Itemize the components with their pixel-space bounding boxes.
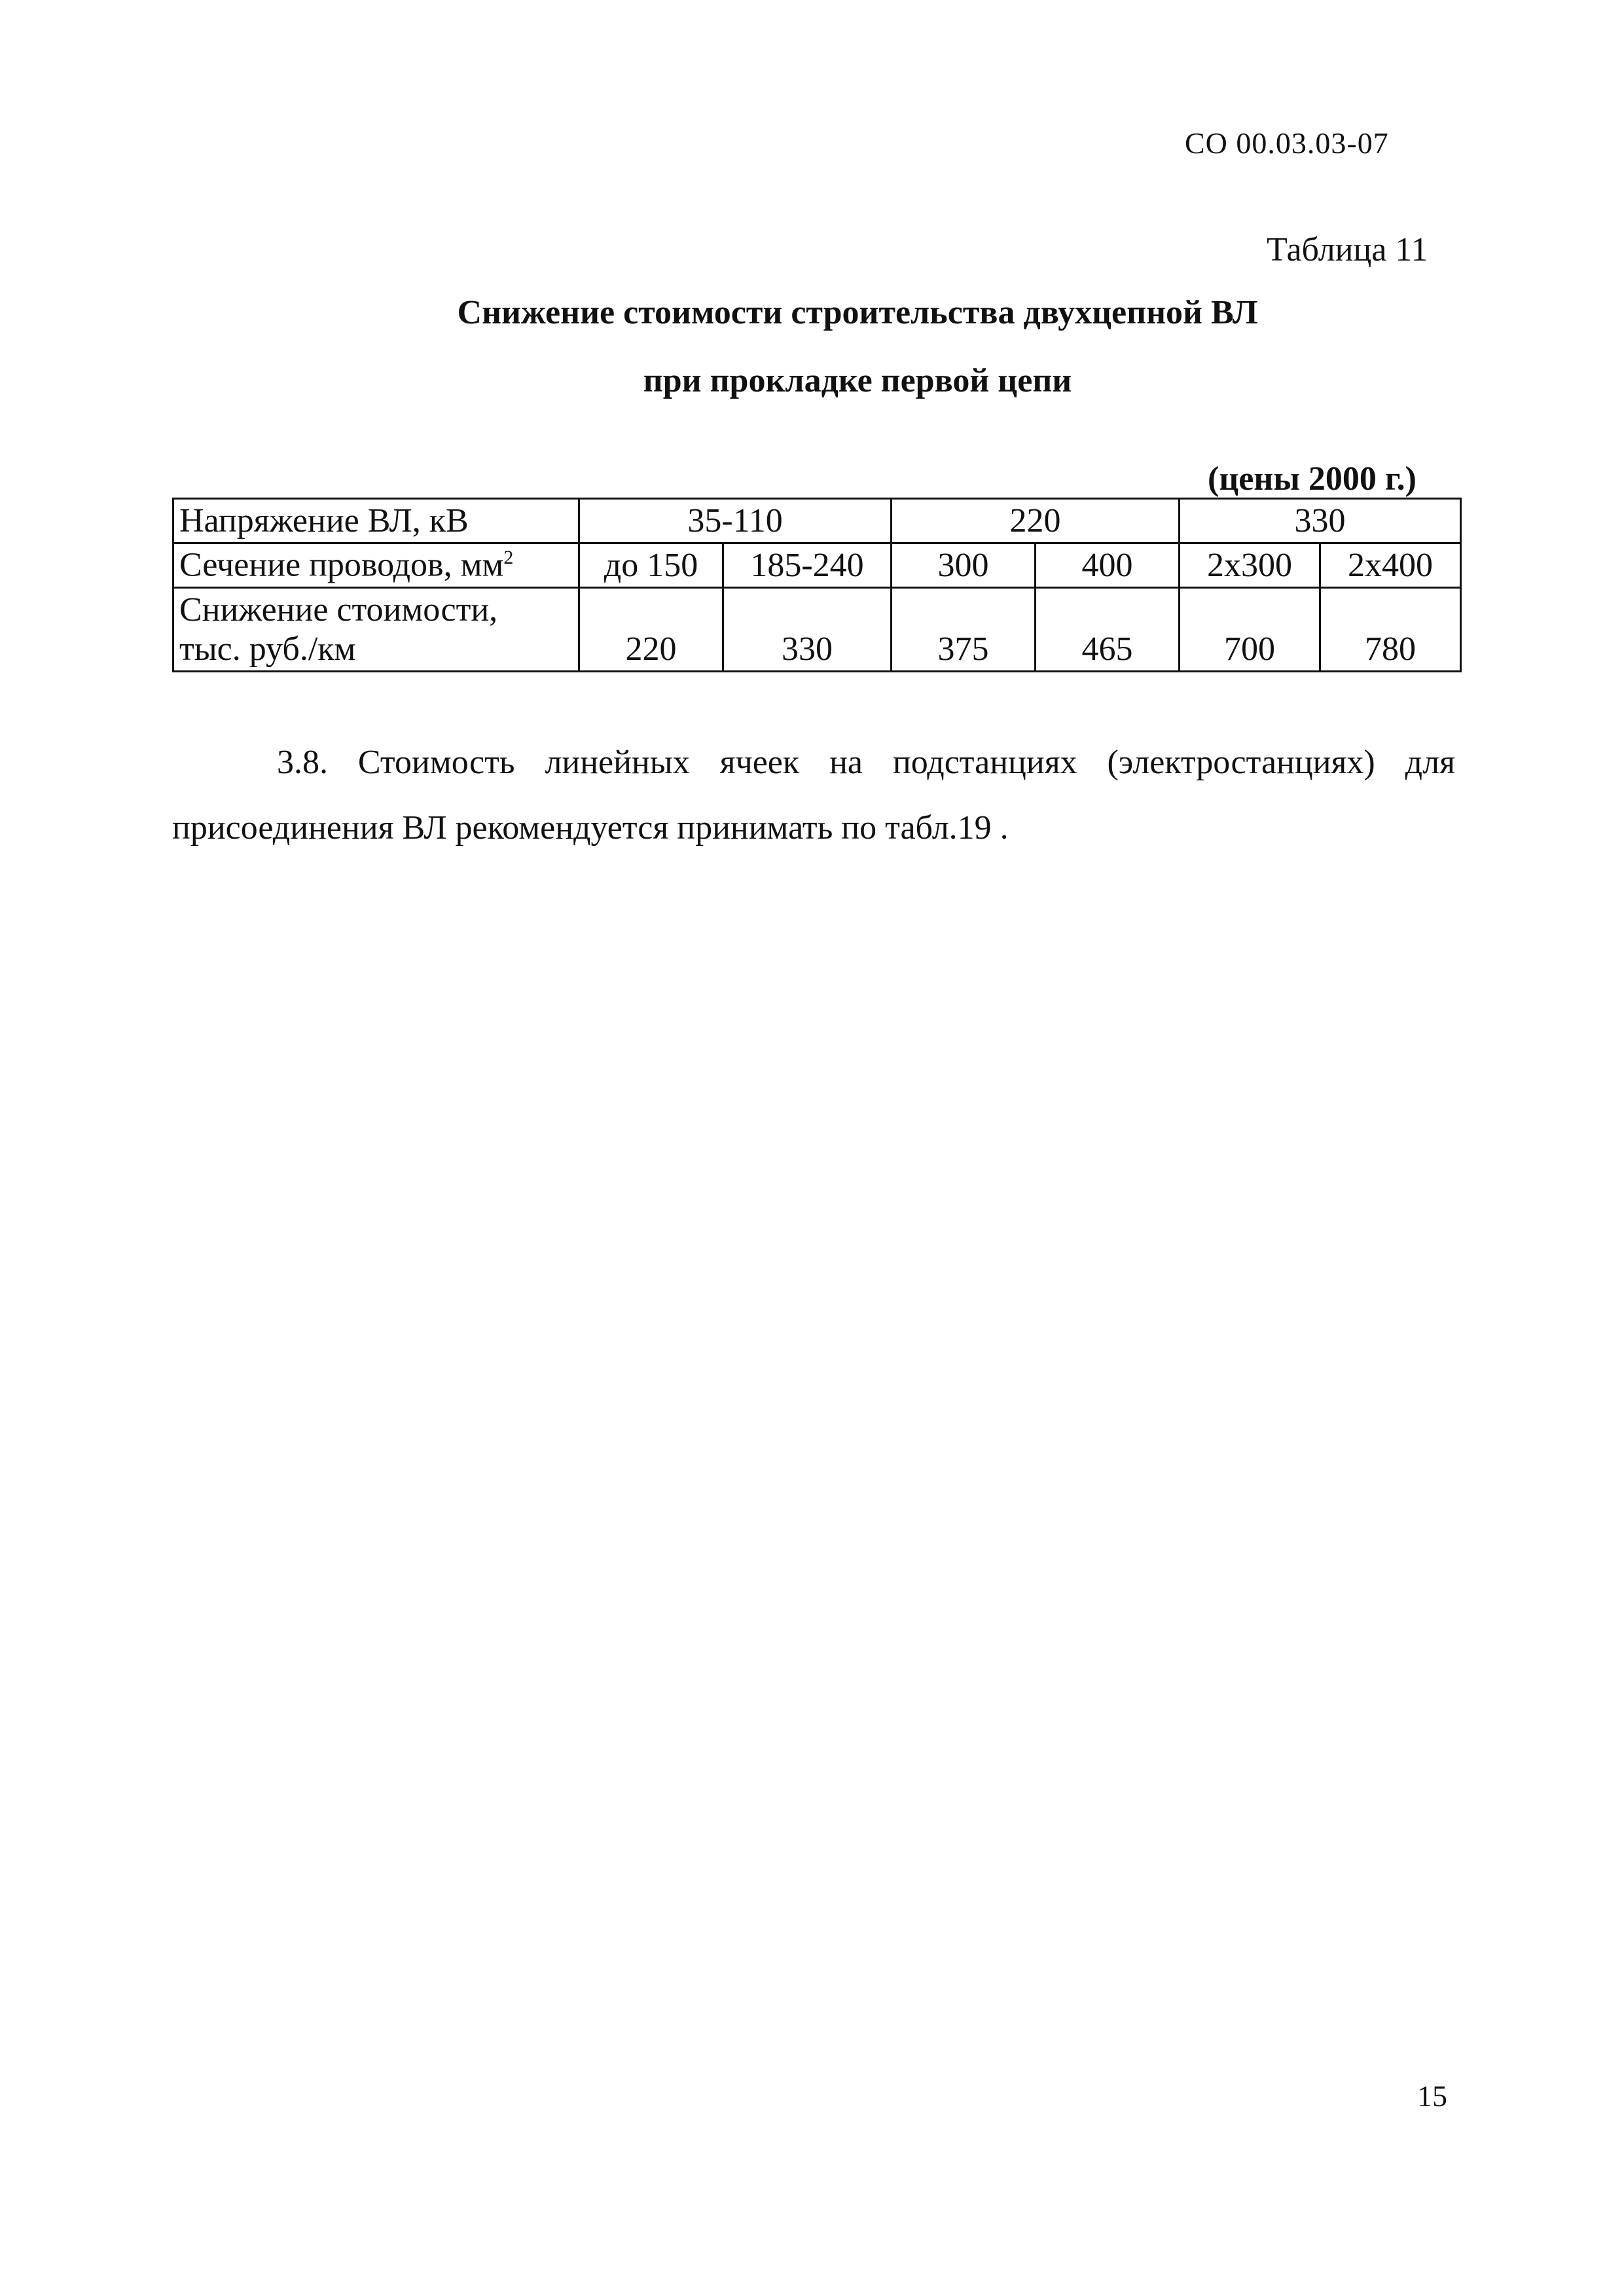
cost-value-cell: 780 — [1320, 588, 1461, 672]
cost-label-line-2: тыс. руб./км — [179, 630, 356, 668]
section-value-cell: до 150 — [579, 543, 723, 588]
table-title-line-2: при прокладке первой цепи — [643, 362, 1072, 399]
table-number-label: Таблица 11 — [1267, 231, 1428, 268]
table-row-cost-reduction — [173, 588, 1461, 672]
voltage-group-cell: 220 — [892, 499, 1180, 543]
cost-label-line-1: Снижение стоимости, — [179, 591, 498, 629]
cost-value-cell: 330 — [723, 588, 892, 672]
cost-value-cell: 700 — [1180, 588, 1320, 672]
section-label-cell — [173, 543, 579, 588]
table-row-wire-section — [173, 543, 1461, 588]
section-value-cell: 185-240 — [723, 543, 892, 588]
page-number: 15 — [1417, 2079, 1447, 2113]
cost-label-cell — [173, 588, 579, 672]
voltage-label-cell: Напряжение ВЛ, кВ — [173, 499, 579, 543]
cost-value-cell: 220 — [579, 588, 723, 672]
section-value-cell: 400 — [1036, 543, 1180, 588]
document-code: СО 00.03.03-07 — [1185, 126, 1389, 160]
table-title-line-1: Снижение стоимости строительства двухцепной ВЛ — [457, 294, 1258, 331]
section-value-cell: 300 — [892, 543, 1036, 588]
section-label-superscript: 2 — [503, 547, 514, 569]
cost-value-cell: 465 — [1036, 588, 1180, 672]
voltage-group-cell: 35-110 — [579, 499, 892, 543]
body-paragraph: 3.8. Стоимость линейных ячеек на подстанциях (электростанциях) для присоединения ВЛ рекомендуется принимать по табл.19 . — [172, 744, 1455, 847]
section-value-cell: 2х300 — [1180, 543, 1320, 588]
cost-reduction-table — [172, 498, 1462, 672]
cost-value-cell: 375 — [892, 588, 1036, 672]
section-label-text: Сечение проводов, мм — [179, 546, 504, 584]
section-value-cell: 2х400 — [1320, 543, 1461, 588]
voltage-group-cell: 330 — [1180, 499, 1461, 543]
table-row-voltage — [173, 499, 1461, 543]
prices-note: (цены 2000 г.) — [1208, 460, 1416, 498]
